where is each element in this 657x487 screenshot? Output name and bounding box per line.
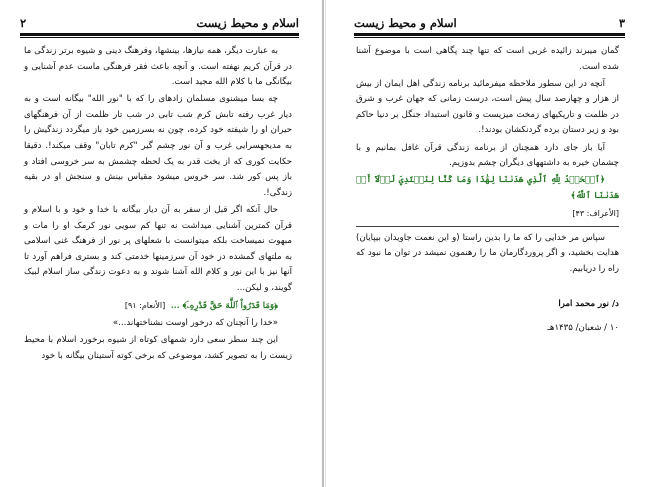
right-paragraph-1: گمان میبرند زائیده غربی است که تنها چند پگاهی است با موضوع آشنا شده است. bbox=[356, 46, 619, 72]
left-page-body bbox=[24, 44, 292, 366]
right-page-body bbox=[356, 44, 619, 338]
right-header-title: اسلام و محیط زیست bbox=[354, 16, 457, 30]
right-page bbox=[326, 0, 657, 487]
left-page-number: ۲ bbox=[20, 16, 27, 30]
author-signature: د/ نور محمد امرا bbox=[558, 299, 619, 310]
book-spine bbox=[322, 0, 324, 487]
right-header-rule-thick bbox=[354, 33, 625, 36]
left-paragraph-1: به عبارت دیگر، همه نیازها، بینشها، وفرهنگ دینی و شیوه برتر زندگی ما در قرآن کریم نهفته است. و آنچه باعث فقر فرهنگی ماست عدم آشنایی و بیگانگی ما با کلام الله مجید است. bbox=[24, 46, 292, 88]
right-verse: ﴿ٱلۡحَمۡدُ لِلَّهِ ٱلَّذِي هَدَىٰنَا لِهَٰذَا وَمَا كُنَّا لِنَهۡتَدِيَ لَوۡلَآ أَنۡ هَدَىٰنَا ٱللَّهُ﴾ bbox=[356, 175, 619, 201]
left-page bbox=[0, 0, 322, 487]
left-verse: ﴿وَمَا قَدَرُواْ ٱللَّهَ حَقَّ قَدْرِهِۦٓ﴾ ... bbox=[170, 301, 278, 311]
left-verse-line bbox=[24, 298, 292, 315]
right-header-rule-thin bbox=[354, 37, 625, 38]
right-verse-translation: سپاس مر خدایی را که ما را بدین راستا (و این نعمت جاویدان بیپایان) هدایت بخشید، و اگر پروردگارمان ما را رهنمون نمیشد در توان ما نبود که راه را دریابیم. bbox=[356, 232, 619, 274]
left-header-rule-thin bbox=[20, 37, 299, 38]
left-paragraph-2: چه بسا میشنوی مسلمان زادهای را که با "نور الله" بیگانه است و به دیار غرب رفته تابش کرم شب تابی در شب تار ظلمت از آن فرهنگهای حیران او را شیفته خود کرده، چون نه بسرزمین خود باز میگردد زندگیش را به مدیحهسرایی غرب و آن نور چشم گیر "کرم تابان" وقف میکند!. دقیقا حکایت کوری که از بخت قدر به یک لحظه چشمش به سر خروسی افتاد و باز پس کور شد. سر خروس میشود مقیاس بینش و سنجش او در بقیه زندگی!. bbox=[24, 94, 292, 198]
left-verse-translation: «خدا را آنچنان که درخور اوست نشناختهاند...» bbox=[112, 318, 278, 329]
left-closing-paragraph: این چند سطر سعی دارد شمهای کوتاه از شیوه برخورد اسلام با محیط زیست را به تصویر کشد، موضوعی که برخی کوته آستینان بیگانه با خود bbox=[24, 335, 292, 361]
left-header-title: اسلام و محیط زیست bbox=[196, 16, 299, 30]
left-verse-ref: [الأنعام: ۹۱] bbox=[124, 301, 166, 310]
left-header-rule-thick bbox=[20, 33, 299, 36]
signature-date: ۱۰ / شعبان/ ۱۴۳۵هـ bbox=[547, 322, 619, 333]
right-paragraph-2: آنچه در این سطور ملاحظه میفرمائید برنامه زندگی اهل ایمان از بیش از هزار و چهارصد سال پیش است، درست زمانی که جهان غرب و شرق در ظلمت و تاریکیهای زمخت میزیست و قانون استبداد جنگل بر دنیا حاکم بود و زیر دستان برده گردنکشان بودند!. bbox=[356, 78, 619, 136]
verse-separator bbox=[356, 226, 619, 227]
left-page-header bbox=[20, 10, 299, 30]
right-page-header bbox=[354, 10, 625, 30]
right-verse-ref: [الأعراف: ۴۳] bbox=[572, 208, 619, 218]
right-paragraph-3: آیا باز جای دارد همچنان از برنامه زندگی قرآن غافل بمانیم و با چشمان خیره به داشتههای دیگران چشم بدوزیم. bbox=[356, 142, 619, 169]
left-paragraph-3: حال آنکه اگر قبل از سفر به آن دیار بیگانه با خدا و خود و با اسلام و قرآن کمترین آشنایی میداشت نه تنها کم سویی نور کرمک او را مات و مبهوت نمیساخت بلکه میتوانست با شعلهای پر نور از فرهنگ غنی اسلامی به ملتهای گمشده در خود آن سرزمینها خدمتی کند و بستری فراهم آورد تا آنها نیز با این نور و کلام الله آشنا شوند و به دعوت زندگی ساز اسلام لبیک گویند، و لیکن... bbox=[24, 204, 292, 293]
right-page-number: ۳ bbox=[618, 16, 625, 30]
